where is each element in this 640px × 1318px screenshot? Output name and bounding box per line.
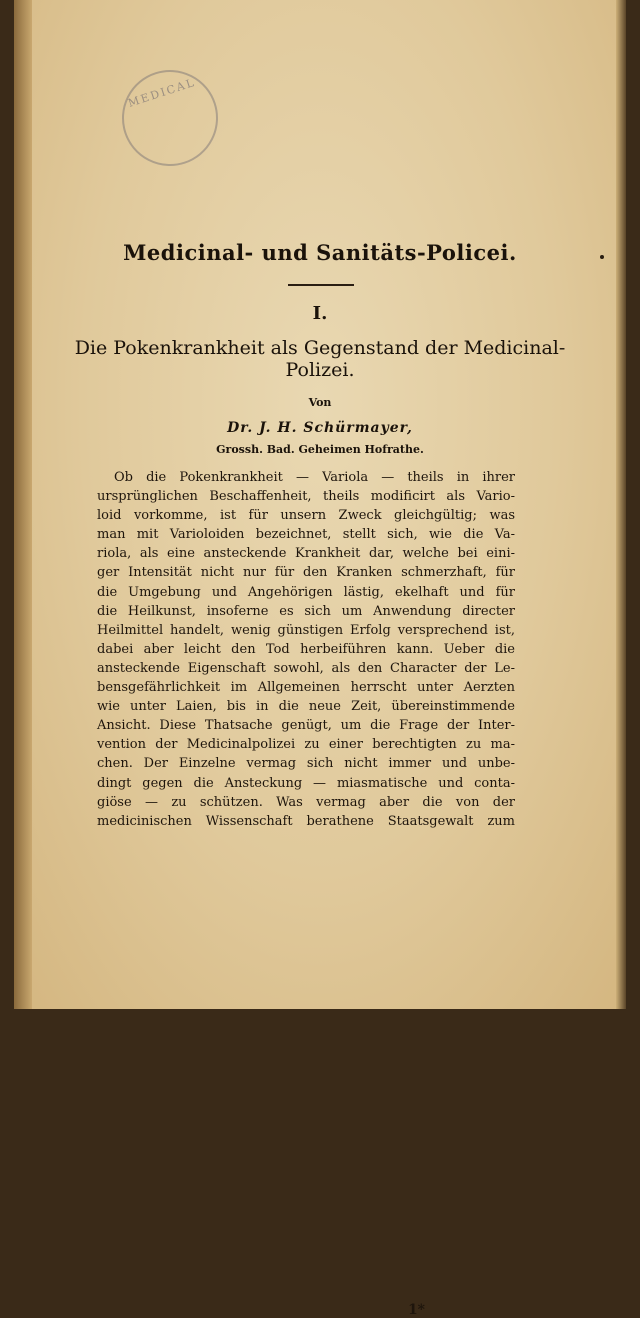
page-title: Medicinal- und Sanitäts-Policei. xyxy=(123,240,517,265)
body-line: chen. Der Einzelne vermag sich nicht immer und unbe- xyxy=(97,756,515,772)
author-name: Dr. J. H. Schürmayer, xyxy=(227,420,413,436)
library-stamp xyxy=(110,58,231,179)
body-line: ger Intensität nicht nur für den Kranken schmerzhaft, für xyxy=(97,565,515,581)
page-spine xyxy=(14,0,32,1009)
body-line: man mit Varioloiden bezeichnet, stellt sich, wie die Va- xyxy=(97,527,515,543)
body-line: dingt gegen die Ansteckung — miasmatische und conta- xyxy=(97,775,515,791)
body-line: Heilmittel handelt, wenig günstigen Erfolg versprechend ist, xyxy=(97,622,515,638)
body-line: dabei aber leicht den Tod herbeiführen kann. Ueber die xyxy=(97,641,515,657)
section-number: I. xyxy=(312,303,328,324)
byline-von: Von xyxy=(308,396,332,409)
body-line: Ansicht. Diese Thatsache genügt, um die Frage der Inter- xyxy=(97,718,515,734)
body-line: ansteckende Eigenschaft sowohl, als den Character der Le- xyxy=(97,660,515,676)
title-rule xyxy=(288,284,354,286)
body-text xyxy=(97,468,515,1318)
article-title: Die Pokenkrankheit als Gegenstand der Medicinal-Polizei. xyxy=(74,337,566,381)
body-line: bensgefährlichkeit im Allgemeinen herrscht unter Aerzten xyxy=(97,680,515,696)
body-line: Ob die Pokenkrankheit — Variola — theils in ihrer xyxy=(114,470,515,485)
body-line: ursprünglichen Beschaffenheit, theils modificirt als Vario- xyxy=(97,489,515,505)
body-line: giöse — zu schützen. Was vermag aber die von der xyxy=(97,794,515,810)
body-line: vention der Medicinalpolizei zu einer berechtigten zu ma- xyxy=(97,737,515,753)
body-line: die Umgebung und Angehörigen lästig, ekelhaft und für xyxy=(97,584,515,600)
body-line: wie unter Laien, bis in die neue Zeit, übereinstimmende xyxy=(97,699,515,715)
body-line: riola, als eine ansteckende Krankheit dar, welche bei eini- xyxy=(97,546,515,562)
body-line: medicinischen Wissenschaft berathene Staatsgewalt zum xyxy=(97,813,515,829)
author-affiliation: Grossh. Bad. Geheimen Hofrathe. xyxy=(216,443,424,456)
body-line: loid vorkomme, ist für unsern Zweck gleichgültig; was xyxy=(97,508,515,524)
page-edge xyxy=(616,0,626,1009)
signature-mark: 1* xyxy=(407,1302,425,1318)
document-page xyxy=(14,0,626,1318)
stamp-text: MEDICAL xyxy=(126,75,198,110)
body-line: die Heilkunst, insoferne es sich um Anwendung directer xyxy=(97,603,515,619)
margin-mark xyxy=(600,255,604,259)
